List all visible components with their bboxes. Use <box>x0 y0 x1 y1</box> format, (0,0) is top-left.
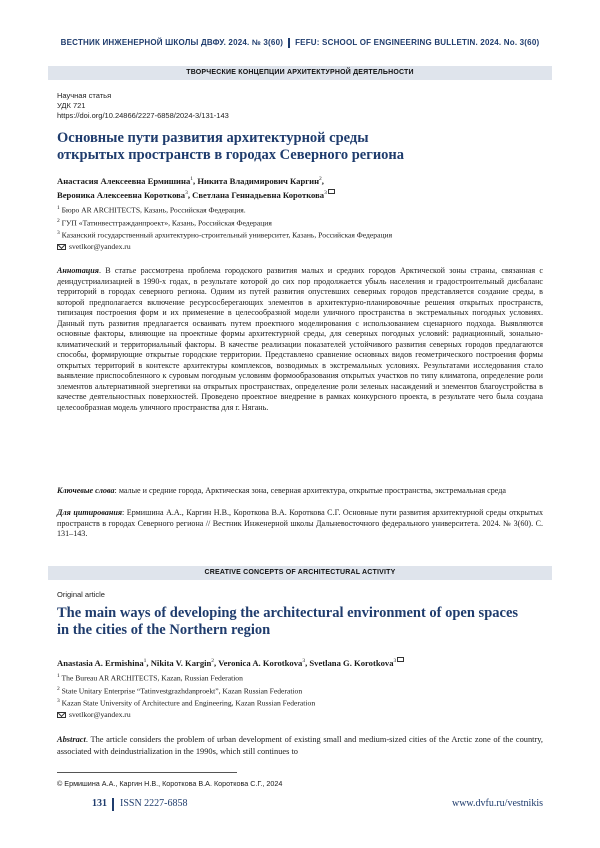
abstract-ru: Аннотация. В статье рассмотрена проблема городского развития малых и средних городов Арктической зоны страны, связанная с деиндустриализацией в 1990-х годах, в результате которой до сих пор продолжается убыль населения и градостроительный дисбаланс территорий в городах северного региона. Одним из путей развития опустевших северных городов представляется создание среды, в которой предполагается включение ресурсосберегающих элементов в архитектурно-планировочные решения открытых пространств, типизация построения форм и их применение в целесообразной модели уличного пространства в экстремальных погодных условиях. Данный путь развития предлагается осваивать путем проектного моделирования с использованием сценарного подхода. Выявляются основные факторы, влияющие на проектные формы архитектурной среды, для северных погодных условий: радиационный, зонально-климатический и территориальный факторы. В качестве реализации показателей устойчивого развития северных городов предлагаются способы, формирующие открытые городские территории. Представлено сравнение основных видов геометрического построения формы открытых территорий в контексте архитектуры комплексов, возводимых в экстремальных условиях. Результатами исследования стало выявление приспособленного к суровым погодным условиям формообразования открытых участков по типу климатопа, определение роли элементов альтернативной энергетики на открытых пространствах, определение роли зеленых насаждений и элементов благоустройства в качестве деятельностных поверхностей. Проведено проектное внедрение в рамках конкурсного проекта, в результате чего была создана целесообразная модель уличного пространства для г. Нягань. <box>57 266 544 412</box>
footnote-rule <box>57 772 237 773</box>
authors-ru: Анастасия Алексеевна Ермишина$^1$, Никита Владимирович Каргин$^2$, Вероника Алексеевна Короткова$^3$, Светлана Геннадьевна Короткова$^3$ <box>57 173 557 201</box>
title-ru-line1: Основные пути развития архитектурной среды <box>57 130 369 146</box>
abstract-en-label: Abstract <box>57 735 86 744</box>
authors-en: Anastasia A. Ermishina$^1$, Nikita V. Kargin$^2$, Veronica A. Korotkova$^3$, Svetlana G. Korotkova$^3$ <box>57 655 557 669</box>
affiliation-ru-3: Казанский государственный архитектурно-строительный университет, Казань, Российская Федерация <box>61 230 393 240</box>
abstract-en: Abstract. The article considers the problem of urban development of existing small and medium-sized cities of the Arctic zone of the country, associated with deindustrialization in the 1990s, which still continues to <box>57 735 543 756</box>
journal-website-link[interactable]: www.dvfu.ru/vestnikis <box>451 798 543 809</box>
abstract-en-text: The article considers the problem of urban development of existing small and medium-sized cities of the Arctic zone of the country, associated with deindustrialization in the 1990s, which still continues to <box>57 735 543 756</box>
affiliation-ru-1: Бюро AR ARCHITECTS, Казань, Российская Федерация. <box>61 205 246 215</box>
author-ru-2: Никита Владимирович Каргин <box>197 175 320 186</box>
title-ru-line2: открытых пространств в городах Северного региона <box>57 147 405 163</box>
affiliations-ru: $^1$ Бюро AR ARCHITECTS, Казань, Российская Федерация. $^2$ ГУП «Татинвестгражданпроект», Казань, Российская Федерация $^3$ Казанский государственный архитектурно-строительный университет, Казань, Российская Федерация svetlkor@yandex.ru <box>57 205 393 251</box>
doi-link[interactable]: https://doi.org/10.24866/2227-6858/2024-3/131-143 <box>57 111 229 120</box>
issn: ISSN 2227-6858 <box>120 798 188 809</box>
keywords-ru: Ключевые слова: малые и средние города, Арктическая зона, северная архитектура, открытые пространства, экстремальная среда <box>57 486 507 495</box>
envelope-icon-en <box>397 657 404 662</box>
author-en-2: Nikita V. Kargin <box>150 657 212 668</box>
affiliation-en-2: State Unitary Enterprise “Tatinvestgrazhdanproekt”, Kazan Russian Federation <box>61 686 303 696</box>
keywords-ru-label: Ключевые слова <box>57 486 115 495</box>
article-type-en: Original article <box>57 590 105 599</box>
affiliations-en: $^1$ The Bureau AR ARCHITECTS, Kazan, Russian Federation $^2$ State Unitary Enterprise “Tatinvestgrazhdanproekt”, Kazan Russian Federation $^3$ Kazan State University of Architecture and Engineering, Kazan Russian Federation svetlkor@yandex.ru <box>57 673 316 719</box>
keywords-ru-text: малые и средние города, Арктическая зона, северная архитектура, открытые пространства, экстремальная среда <box>118 486 507 495</box>
mail-icon <box>57 244 66 250</box>
title-en <box>57 605 557 639</box>
abstract-ru-text: В статье рассмотрена проблема городского развития малых и средних городов Арктической зоны страны, связанная с деиндустриализацией в 1990-х годах, в результате которой до сих пор продолжается убыль населения и градостроительный дисбаланс территорий в городах северного региона. Одним из путей развития опустевших северных городов представляется создание среды, в которой предполагается включение ресурсосберегающих элементов в архитектурно-планировочные решения открытых пространств, типизация построения форм и их применение в целесообразной модели уличного пространства в экстремальных погодных условиях. Данный путь развития предлагается осваивать путем проектного моделирования с использованием сценарного подхода. Выявляются основные факторы, влияющие на проектные формы архитектурной среды, для северных погодных условий: радиационный, зонально-климатический и территориальный факторы. В качестве реализации показателей устойчивого развития северных городов предлагаются способы, формирующие открытые городские территории. Представлено сравнение основных видов геометрического построения формы открытых территорий в контексте архитектуры комплексов, возводимых в экстремальных условиях. Результатами исследования стало выявление приспособленного к суровым погодным условиям формообразования открытых участков по типу климатопа, определение роли элементов альтернативной энергетики на открытых пространствах, определение роли зеленых насаждений и элементов благоустройства в качестве деятельностных поверхностей. Проведено проектное внедрение в рамках конкурсного проекта, в результате чего была создана целесообразная модель уличного пространства для г. Нягань. <box>57 266 544 412</box>
section-band-en: CREATIVE CONCEPTS OF ARCHITECTURAL ACTIVITY <box>48 566 552 580</box>
footer-separator <box>112 798 114 811</box>
affiliation-en-3: Kazan State University of Architecture and Engineering, Kazan Russian Federation <box>61 698 316 708</box>
header-separator <box>288 38 290 48</box>
article-type-ru: Научная статья <box>57 91 112 100</box>
udc: УДК 721 <box>57 101 86 110</box>
email-en[interactable]: svetlkor@yandex.ru <box>69 709 131 719</box>
abstract-ru-label: Аннотация <box>57 266 99 275</box>
author-ru-1: Анастасия Алексеевна Ермишина <box>57 175 191 186</box>
author-ru-4: Светлана Геннадьевна Короткова <box>192 189 325 200</box>
journal-name-ru: ВЕСТНИК ИНЖЕНЕРНОЙ ШКОЛЫ ДВФУ. 2024. № 3(60) <box>60 38 284 48</box>
affiliation-en-1: The Bureau AR ARCHITECTS, Kazan, Russian Federation <box>61 673 243 683</box>
affiliation-ru-2: ГУП «Татинвестгражданпроект», Казань, Российская Федерация <box>61 218 272 228</box>
copyright: © Ермишина А.А., Каргин Н.В., Короткова В.А. Короткова С.Г., 2024 <box>57 779 283 788</box>
citation-ru: Для цитирования: Ермишина А.А., Каргин Н.В., Короткова В.А. Короткова С.Г. Основные пути развития архитектурной среды открытых пространств в городах Северного региона // Вестник Инженерной школы Дальневосточного федерального университета. 2024. № 3(60). С. 131–143. <box>57 508 543 538</box>
mail-icon-en <box>57 712 66 718</box>
author-en-4: Svetlana G. Korotkova <box>309 657 394 668</box>
envelope-icon <box>328 189 335 194</box>
email-ru[interactable]: svetlkor@yandex.ru <box>69 241 131 251</box>
journal-header <box>0 38 600 48</box>
author-ru-3: Вероника Алексеевна Короткова <box>57 189 186 200</box>
citation-ru-label: Для цитирования <box>57 508 123 517</box>
journal-name-en: FEFU: SCHOOL OF ENGINEERING BULLETIN. 2024. No. 3(60) <box>295 38 540 48</box>
page-number: 131 <box>92 798 107 809</box>
author-en-3: Veronica A. Korotkova <box>218 657 303 668</box>
section-band-ru: ТВОРЧЕСКИЕ КОНЦЕПЦИИ АРХИТЕКТУРНОЙ ДЕЯТЕЛЬНОСТИ <box>48 66 552 80</box>
title-ru <box>57 130 527 164</box>
title-en-line1: The main ways of developing the architectural environment of open spaces <box>57 605 519 621</box>
title-en-line2: in the cities of the Northern region <box>57 622 271 638</box>
author-en-1: Anastasia A. Ermishina <box>57 657 144 668</box>
citation-ru-text: Ермишина А.А., Каргин Н.В., Короткова В.А. Короткова С.Г. Основные пути развития архитектурной среды открытых пространств в городах Северного региона // Вестник Инженерной школы Дальневосточного федерального университета. 2024. № 3(60). С. 131–143. <box>57 508 543 538</box>
